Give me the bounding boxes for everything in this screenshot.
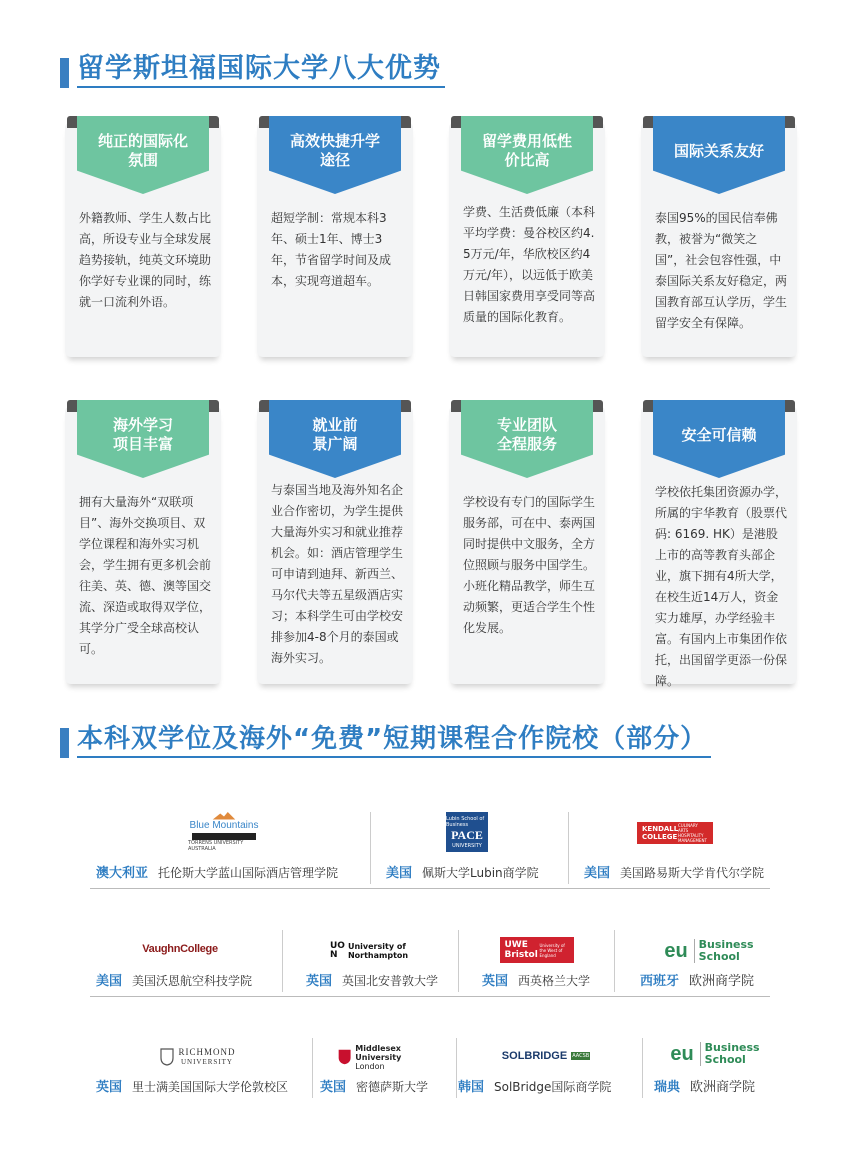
advantage-card-1 — [65, 122, 221, 357]
card-title: 留学费用低性价比高 — [481, 132, 572, 169]
partner-caption: 韩国 SolBridge国际商学院 — [458, 1080, 612, 1095]
card-title: 安全可信赖 — [681, 426, 757, 444]
eu-logo-mark: eu — [670, 1042, 694, 1065]
advantage-card-7 — [449, 406, 605, 684]
partner-caption: 英国 西英格兰大学 — [482, 974, 591, 989]
partner-caption: 美国 佩斯大学Lubin商学院 — [386, 866, 539, 881]
eu-business-school-logo: eu Business School — [670, 1041, 760, 1066]
advantage-card-4 — [641, 122, 797, 357]
card-body: 超短学制：常规本科3年、硕士1年、博士3年，节省留学时间及成本，实现弯道超车。 — [271, 211, 392, 288]
blue-mountains-logo: Blue Mountains TORRENS UNIVERSITY AUSTRALIA — [188, 812, 260, 852]
shield-icon — [338, 1045, 351, 1069]
northampton-logo: UO N University of Northampton — [330, 941, 409, 960]
section-title-advantages — [60, 52, 445, 88]
card-title: 专业团队全程服务 — [496, 416, 557, 453]
card-body: 学校设有专门的国际学生服务部，可在中、泰两国同时提供中文服务，全方位照顾与服务中国学生。小班化精品教学，师生互动频繁，更适合学生个性化发展。 — [463, 495, 596, 635]
advantage-card-5 — [65, 406, 221, 684]
partner-caption: 澳大利亚 托伦斯大学蓝山国际酒店管理学院 — [96, 866, 339, 881]
mountain-icon — [209, 812, 239, 820]
advantage-card-3 — [449, 122, 605, 357]
vaughn-logo: VaughnCollege — [142, 943, 218, 955]
advantage-card-2 — [257, 122, 413, 357]
pace-logo: Lubin School of Business PACE UNIVERSITY — [446, 812, 488, 852]
card-body: 学校依托集团资源办学，所属的宇华教育（股票代码: 6169. HK）是港股上市的高等教育头部企业，旗下拥有4所大学，在校生近14万人，资金实力雄厚，办学经验丰富。有国内上市集团作依托，出国留学更添一份保障。 — [655, 485, 788, 688]
title-bar — [60, 58, 69, 88]
advantage-card-8 — [641, 406, 797, 688]
kendall-logo: KENDALL COLLEGE CULINARY ARTS HOSPITALITY MANAGEMENT — [637, 822, 713, 844]
partner-caption: 美国 美国路易斯大学肯代尔学院 — [584, 866, 765, 881]
card-body: 学费、生活费低廉（本科平均学费：曼谷校区约4.5万元/年，华欣校区约4万元/年），以远低于欧美日韩国家费用享受同等高质量的国际化教育。 — [463, 205, 596, 324]
partner-caption: 西班牙 欧洲商学院 — [640, 974, 755, 989]
card-title: 海外学习项目丰富 — [112, 416, 173, 453]
partner-caption: 美国 美国沃恩航空科技学院 — [96, 974, 253, 989]
card-title: 国际关系友好 — [673, 142, 764, 160]
eu-business-school-logo: eu Business School — [664, 938, 754, 963]
solbridge-logo: SOLBRIDGE AACSB — [501, 1050, 590, 1062]
card-title: 高效快捷升学途径 — [289, 132, 380, 169]
crest-icon — [160, 1048, 174, 1066]
card-body: 泰国95%的国民信奉佛教，被誉为“微笑之国”，社会包容性强，中泰国际关系友好稳定，两国教育部互认学历，学生留学安全有保障。 — [655, 211, 788, 330]
partner-caption: 瑞典 欧洲商学院 — [654, 1080, 756, 1095]
partner-caption: 英国 英国北安普敦大学 — [306, 974, 439, 989]
section-title-partners — [60, 722, 711, 758]
card-body: 与泰国当地及海外知名企业合作密切，为学生提供大量海外实习和就业推荐机会。如：酒店管理学生可申请到迪拜、新西兰、马尔代夫等五星级酒店实习；本科学生可由学校安排参加4-8个月的泰国或海外实习。 — [271, 483, 404, 665]
title-bar — [60, 728, 69, 758]
section-title-text: 本科双学位及海外“免费”短期课程合作院校（部分） — [77, 722, 711, 758]
card-body: 外籍教师、学生人数占比高，所设专业与全球发展趋势接轨，纯英文环境助你学好专业课的同时，练就一口流利外语。 — [79, 211, 212, 309]
richmond-logo: RICHMOND UNIVERSITY — [160, 1044, 236, 1070]
card-body: 拥有大量海外“双联项目”、海外交换项目、双学位课程和海外实习机会，学生拥有更多机会前往美、英、德、澳等国交流、深造或取得双学位，其学分广受全球高校认可。 — [79, 495, 212, 656]
partner-caption: 英国 里士满美国国际大学伦敦校区 — [96, 1080, 289, 1095]
section-title-text: 留学斯坦福国际大学八大优势 — [77, 52, 445, 88]
middlesex-logo: Middlesex University London — [338, 1040, 418, 1074]
partner-caption: 英国 密德萨斯大学 — [320, 1080, 429, 1095]
card-title: 就业前景广阔 — [312, 416, 358, 453]
eu-logo-mark: eu — [664, 939, 688, 962]
uwe-logo: UWE Bristol University of the West of England — [500, 937, 574, 963]
card-title: 纯正的国际化氛围 — [97, 132, 188, 169]
advantage-card-6 — [257, 406, 413, 684]
